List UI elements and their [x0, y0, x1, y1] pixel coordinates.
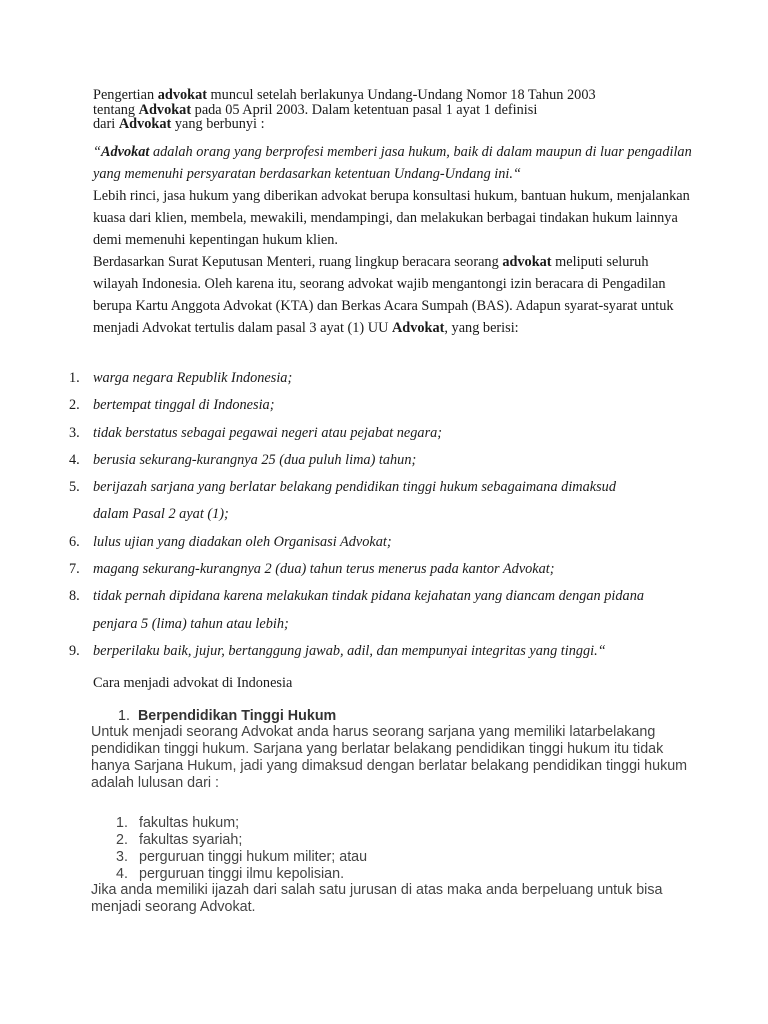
section-heading: Cara menjadi advokat di Indonesia — [93, 675, 293, 691]
definition-quote: “Advokat adalah orang yang berprofesi memberi jasa hukum, baik di dalam maupun di luar pengadilan yang memenuhi persyaratan berdasarkan ketentuan Undang-Undang ini.“ — [93, 144, 692, 182]
keyword-advokat: advokat — [157, 87, 207, 103]
list-item: 8. tidak pernah dipidana karena melakukan tindak pidana kejahatan yang diancam dengan pidana penjara 5 (lima) tahun atau lebih; — [69, 588, 644, 632]
list-item: 5. berijazah sarjana yang berlatar belakang pendidikan tinggi hukum sebagaimana dimaksud dalam Pasal 2 ayat (1); — [69, 479, 616, 523]
list-item: 7. magang sekurang-kurangnya 2 (dua) tahun terus menerus pada kantor Advokat; — [69, 561, 555, 578]
education-paragraph: Untuk menjadi seorang Advokat anda harus seorang sarjana yang memiliki latarbelakang pendidikan tinggi hukum. Sarjana yang berlatar belakang pendidikan tinggi hukum itu tidak hanya Sarjana Hukum, jadi yang dimaksud dengan berlatar belakang pendidikan tinggi hukum adalah lulusan dari : — [91, 724, 688, 791]
list-item: 3. perguruan tinggi hukum militer; atau — [116, 849, 368, 865]
keyword-advokat: Advokat — [138, 101, 192, 118]
list-item: 3. tidak berstatus sebagai pegawai negeri atau pejabat negara; — [69, 424, 443, 441]
list-item: 4. berusia sekurang-kurangnya 25 (dua puluh lima) tahun; — [69, 451, 417, 468]
list-item: 4. perguruan tinggi ilmu kepolisian. — [116, 866, 345, 882]
scope-paragraph: Berdasarkan Surat Keputusan Menteri, ruang lingkup beracara seorang advokat meliputi seluruh wilayah Indonesia. Oleh karena itu, seorang advokat wajib mengantongi izin beracara di Pengadilan berupa Kartu Anggota Advokat (KTA) dan Berkas Acara Sumpah (BAS). Adapun syarat-syarat untuk menjadi Advokat tertulis dalam pasal 3 ayat (1) UU Advokat, yang berisi: — [93, 254, 674, 336]
intro-line-3: dari Advokat yang berbunyi : — [93, 116, 265, 132]
list-item: 1. fakultas hukum; — [116, 815, 240, 831]
keyword-advokat: Advokat — [118, 116, 172, 132]
keyword-advokat: Advokat — [100, 144, 150, 160]
legal-services-paragraph: Lebih rinci, jasa hukum yang diberikan advokat berupa konsultasi hukum, bantuan hukum, menjalankan kuasa dari klien, membela, mewakili, mendampingi, dan melakukan berbagai tindakan hukum lainnya demi memenuhi kepentingan hukum klien. — [93, 188, 690, 248]
keyword-advokat: Advokat — [391, 320, 445, 336]
list-item: 6. lulus ujian yang diadakan oleh Organisasi Advokat; — [69, 533, 392, 550]
keyword-advokat: advokat — [502, 254, 552, 270]
requirements-list — [0, 365, 700, 665]
closing-paragraph: Jika anda memiliki ijazah dari salah satu jurusan di atas maka anda berpeluang untuk bisa menjadi seorang Advokat. — [91, 882, 663, 915]
list-item: 2. fakultas syariah; — [116, 832, 243, 848]
intro-paragraph — [93, 88, 693, 132]
faculties-list — [116, 815, 367, 883]
subsection-title: 1. Berpendidikan Tinggi Hukum — [118, 708, 337, 724]
intro-line-2: tentang Advokat pada 05 April 2003. Dalam ketentuan pasal 1 ayat 1 definisi — [93, 101, 538, 118]
list-item: 9. berperilaku baik, jujur, bertanggung jawab, adil, dan mempunyai integritas yang tinggi.“ — [69, 642, 606, 659]
list-item: 2. bertempat tinggal di Indonesia; — [69, 397, 275, 414]
list-item: 1. warga negara Republik Indonesia; — [69, 370, 293, 386]
intro-line-1: Pengertian advokat muncul setelah berlakunya Undang-Undang Nomor 18 Tahun 2003 — [93, 87, 596, 103]
